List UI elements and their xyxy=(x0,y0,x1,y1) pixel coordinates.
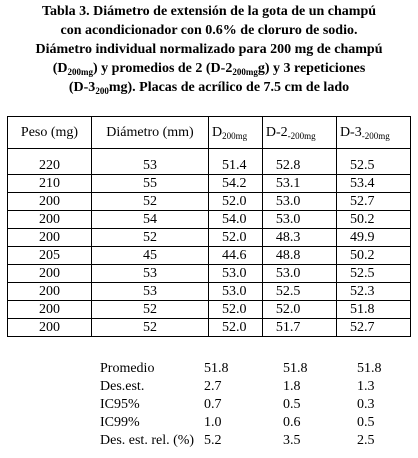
cell-d3: 52.7 xyxy=(336,319,410,337)
caption-line-5-b: mg). Placas de acrílico de 7.5 cm de lado xyxy=(108,80,350,95)
cell-peso: 200 xyxy=(8,301,92,319)
stat-value-d2: 1.8 xyxy=(283,379,301,394)
stat-label: IC99% xyxy=(100,415,140,430)
cell-peso: 200 xyxy=(8,193,92,211)
cell-d2: 53.0 xyxy=(262,211,336,229)
cell-diametro: 53 xyxy=(92,283,209,301)
cell-diametro: 53 xyxy=(92,149,209,175)
cell-diametro: 53 xyxy=(92,265,209,283)
cell-d2: 53.0 xyxy=(262,265,336,283)
cell-d3: 53.4 xyxy=(336,175,410,193)
caption-line-3: Diámetro individual normalizado para 200 mg de champú xyxy=(35,42,383,57)
stat-value-d3: 51.8 xyxy=(357,361,382,376)
caption-line-4-c: g) y 3 repeticiones xyxy=(257,61,366,76)
cell-d2: 51.7 xyxy=(262,319,336,337)
cell-d2: 52.8 xyxy=(262,149,336,175)
data-table xyxy=(7,116,411,337)
table-row xyxy=(8,319,411,337)
cell-d3: 49.9 xyxy=(336,229,410,247)
table-body xyxy=(8,149,411,337)
cell-d: 51.4 xyxy=(209,149,263,175)
header-d2-main: D-2 xyxy=(265,124,288,140)
stats-row xyxy=(100,378,382,396)
cell-d2: 53.0 xyxy=(262,193,336,211)
stats-row xyxy=(100,414,382,432)
stat-value-d2: 3.5 xyxy=(283,433,301,448)
stat-value-d2: 0.6 xyxy=(283,415,301,430)
stat-label: IC95% xyxy=(100,397,140,412)
table-row xyxy=(8,211,411,229)
table-row xyxy=(8,301,411,319)
cell-peso: 200 xyxy=(8,265,92,283)
cell-d: 53.0 xyxy=(209,265,263,283)
stat-label: Promedio xyxy=(100,361,155,376)
table-row xyxy=(8,247,411,265)
table-row xyxy=(8,229,411,247)
stat-value-d: 51.8 xyxy=(204,361,229,376)
cell-peso: 200 xyxy=(8,283,92,301)
cell-diametro: 52 xyxy=(92,229,209,247)
cell-diametro: 52 xyxy=(92,193,209,211)
cell-diametro: 52 xyxy=(92,301,209,319)
header-row xyxy=(8,117,411,149)
stats-row xyxy=(100,432,382,450)
table-row xyxy=(8,265,411,283)
caption-line-5-a: (D-3 xyxy=(68,80,96,95)
stat-value-d: 2.7 xyxy=(204,379,222,394)
caption-line-4-sub-1: 200mg xyxy=(67,67,93,77)
stats-row xyxy=(100,396,382,414)
table-row xyxy=(8,193,411,211)
cell-d2: 53.1 xyxy=(262,175,336,193)
cell-d2: 48.8 xyxy=(262,247,336,265)
cell-diametro: 45 xyxy=(92,247,209,265)
caption-line-4-sub-2: 200mg xyxy=(232,67,258,77)
caption-line-4-b: ) y promedios de 2 (D-2 xyxy=(92,61,233,76)
stat-value-d3: 0.3 xyxy=(357,397,375,412)
cell-d2: 48.3 xyxy=(262,229,336,247)
cell-peso: 200 xyxy=(8,229,92,247)
cell-d: 52.0 xyxy=(209,229,263,247)
caption-line-4-a: (D xyxy=(52,61,68,76)
cell-d3: 52.7 xyxy=(336,193,410,211)
caption-line-2: con acondicionador con 0.6% de cloruro de sodio. xyxy=(60,23,358,38)
stats-row xyxy=(100,360,382,378)
stat-value-d3: 2.5 xyxy=(357,433,375,448)
header-d-sub: 200mg xyxy=(222,130,248,141)
stat-value-d: 1.0 xyxy=(204,415,222,430)
cell-d3: 50.2 xyxy=(336,211,410,229)
cell-peso: 220 xyxy=(8,149,92,175)
cell-peso: 205 xyxy=(8,247,92,265)
caption-line-1: Tabla 3. Diámetro de extensión de la gota de un champú xyxy=(41,4,377,19)
summary-stats xyxy=(100,360,382,450)
caption-line-4 xyxy=(0,59,418,78)
stat-label: Des.est. xyxy=(100,379,145,394)
cell-d: 54.0 xyxy=(209,211,263,229)
cell-d: 52.0 xyxy=(209,319,263,337)
stat-label: Des. est. rel. (%) xyxy=(100,433,195,448)
header-diametro: Diámetro (mm) xyxy=(92,117,209,149)
stat-value-d2: 0.5 xyxy=(283,397,301,412)
caption-line-5 xyxy=(0,78,418,97)
cell-peso: 200 xyxy=(8,319,92,337)
table-row xyxy=(8,175,411,193)
cell-d3: 52.5 xyxy=(336,149,410,175)
stat-value-d3: 1.3 xyxy=(357,379,375,394)
table-row xyxy=(8,283,411,301)
caption-line-5-sub: 200 xyxy=(95,86,109,96)
cell-d3: 50.2 xyxy=(336,247,410,265)
header-d xyxy=(209,117,263,149)
stat-value-d3: 0.5 xyxy=(357,415,375,430)
cell-peso: 210 xyxy=(8,175,92,193)
header-d3-sub: -200mg xyxy=(361,130,390,141)
header-d2-sub: -200mg xyxy=(287,130,316,141)
cell-d: 54.2 xyxy=(209,175,263,193)
header-d3-main: D-3 xyxy=(339,124,362,140)
cell-d: 52.0 xyxy=(209,193,263,211)
header-d2 xyxy=(262,117,336,149)
cell-d2: 52.5 xyxy=(262,283,336,301)
cell-d3: 52.3 xyxy=(336,283,410,301)
table-caption xyxy=(0,2,418,97)
cell-peso: 200 xyxy=(8,211,92,229)
cell-d3: 51.8 xyxy=(336,301,410,319)
header-d-main: D xyxy=(212,124,223,140)
cell-diametro: 52 xyxy=(92,319,209,337)
cell-d2: 52.0 xyxy=(262,301,336,319)
stat-value-d: 0.7 xyxy=(204,397,222,412)
stats-body xyxy=(100,360,382,450)
table-row xyxy=(8,149,411,175)
cell-d: 44.6 xyxy=(209,247,263,265)
cell-d: 52.0 xyxy=(209,301,263,319)
cell-diametro: 55 xyxy=(92,175,209,193)
header-peso: Peso (mg) xyxy=(8,117,92,149)
cell-d: 53.0 xyxy=(209,283,263,301)
cell-diametro: 54 xyxy=(92,211,209,229)
stat-value-d2: 51.8 xyxy=(283,361,308,376)
header-d3 xyxy=(336,117,410,149)
stat-value-d: 5.2 xyxy=(204,433,222,448)
cell-d3: 52.5 xyxy=(336,265,410,283)
